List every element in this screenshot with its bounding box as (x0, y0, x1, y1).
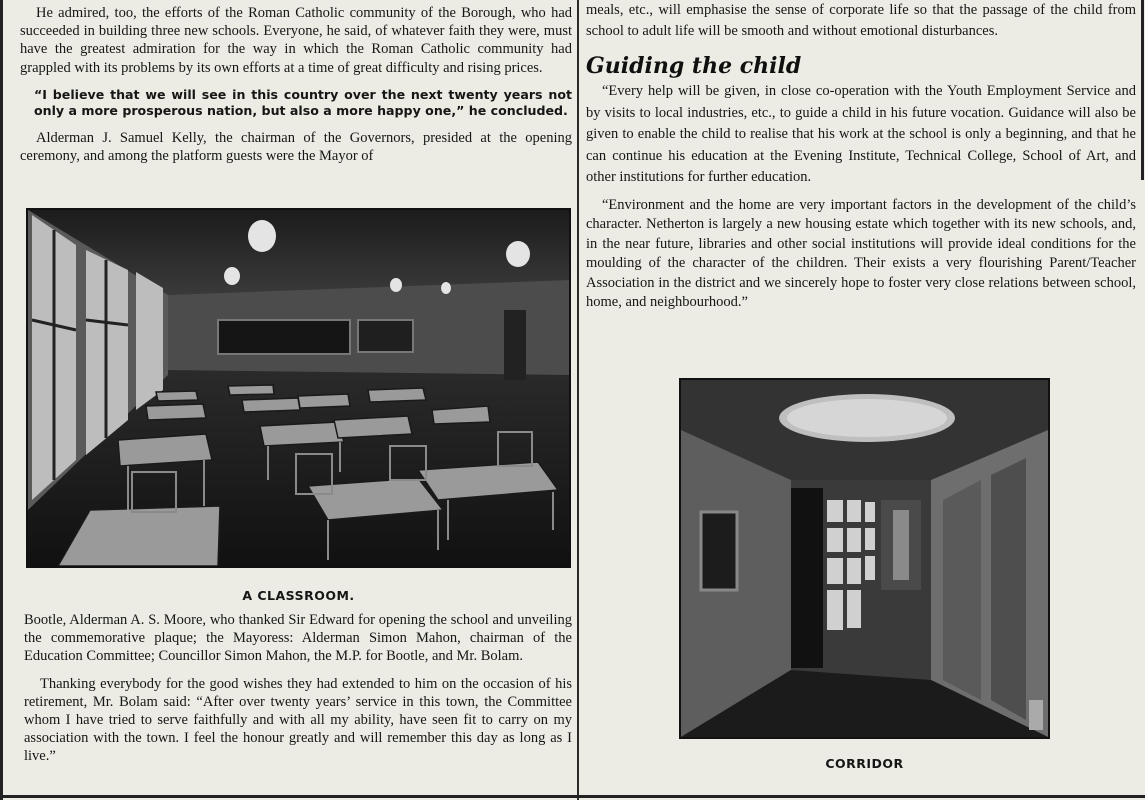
bottom-border-rule (0, 795, 1145, 798)
paragraph-roman-catholic: He admired, too, the efforts of the Roman Catholic community of the Borough, who had succeeded in building three new schools. Everyone, he said, of whatever faith they were, must have the greatest admiration for the way in which the Roman Catholic community had grappled with its problems by its own efforts at a time of great difficulty and rising prices. (20, 5, 572, 76)
corridor-caption: CORRIDOR (825, 756, 904, 771)
right-column (586, 0, 1136, 313)
right-border-rule (1141, 0, 1144, 180)
classroom-photo (26, 208, 571, 568)
pull-quote: “I believe that we will see in this country over the next twenty years not only a more prosperous nation, but also a more happy one,” he concluded. (34, 86, 572, 119)
paragraph-guidance: “Every help will be given, in close co-operation with the Youth Employment Service and by visits to local industries, etc., to guide a child in his future vocation. Guidance will also be given to enable the child to realise that his work at the school is only a beginning, and that he can continue his education at the Evening Institute, Technical College, School of Art, and other institutions for further education. (586, 83, 1136, 185)
left-column-upper (20, 4, 572, 165)
section-heading: Guiding the child (586, 53, 802, 79)
corridor-photo (679, 378, 1050, 739)
left-column-lower (24, 611, 572, 766)
classroom-caption: A CLASSROOM. (242, 588, 355, 603)
column-divider (577, 0, 579, 800)
left-border-rule (0, 0, 3, 800)
paragraph-alderman-kelly: Alderman J. Samuel Kelly, the chairman of the Governors, presided at the opening ceremony, and among the platform guests were the Mayor of (20, 129, 572, 165)
paragraph-environment: “Environment and the home are very important factors in the development of the child’s character. Netherton is largely a new housing estate which together with its new schools, and, in the near future, libraries and other social institutions will provide ideal conditions for the moulding of the character of the children. Their exists a very flourishing Parent/Teacher Association in the district and we sincerely hope to foster very close relations between school, home, and neighbourhood.” (586, 196, 1136, 310)
paragraph-corporate-life: meals, etc., will emphasise the sense of corporate life so that the passage of the child from school to adult life will be smooth and without emotional disturbances. (586, 2, 1136, 39)
paragraph-bolam-retirement: Thanking everybody for the good wishes they had extended to him on the occasion of his retirement, Mr. Bolam said: “After over twenty years’ service in this town, the Committee whom I have tried to serve faithfully and with all my ability, have seen fit to carry on my association with the town. I feel the honour greatly and will remember this day as long as I live.” (24, 675, 572, 765)
paragraph-mayor-moore: Bootle, Alderman A. S. Moore, who thanked Sir Edward for opening the school and unveiling the commemorative plaque; the Mayoress: Alderman Simon Mahon, chairman of the Education Committee; Councillor Simon Mahon, the M.P. for Bootle, and Mr. Bolam. (24, 612, 572, 665)
